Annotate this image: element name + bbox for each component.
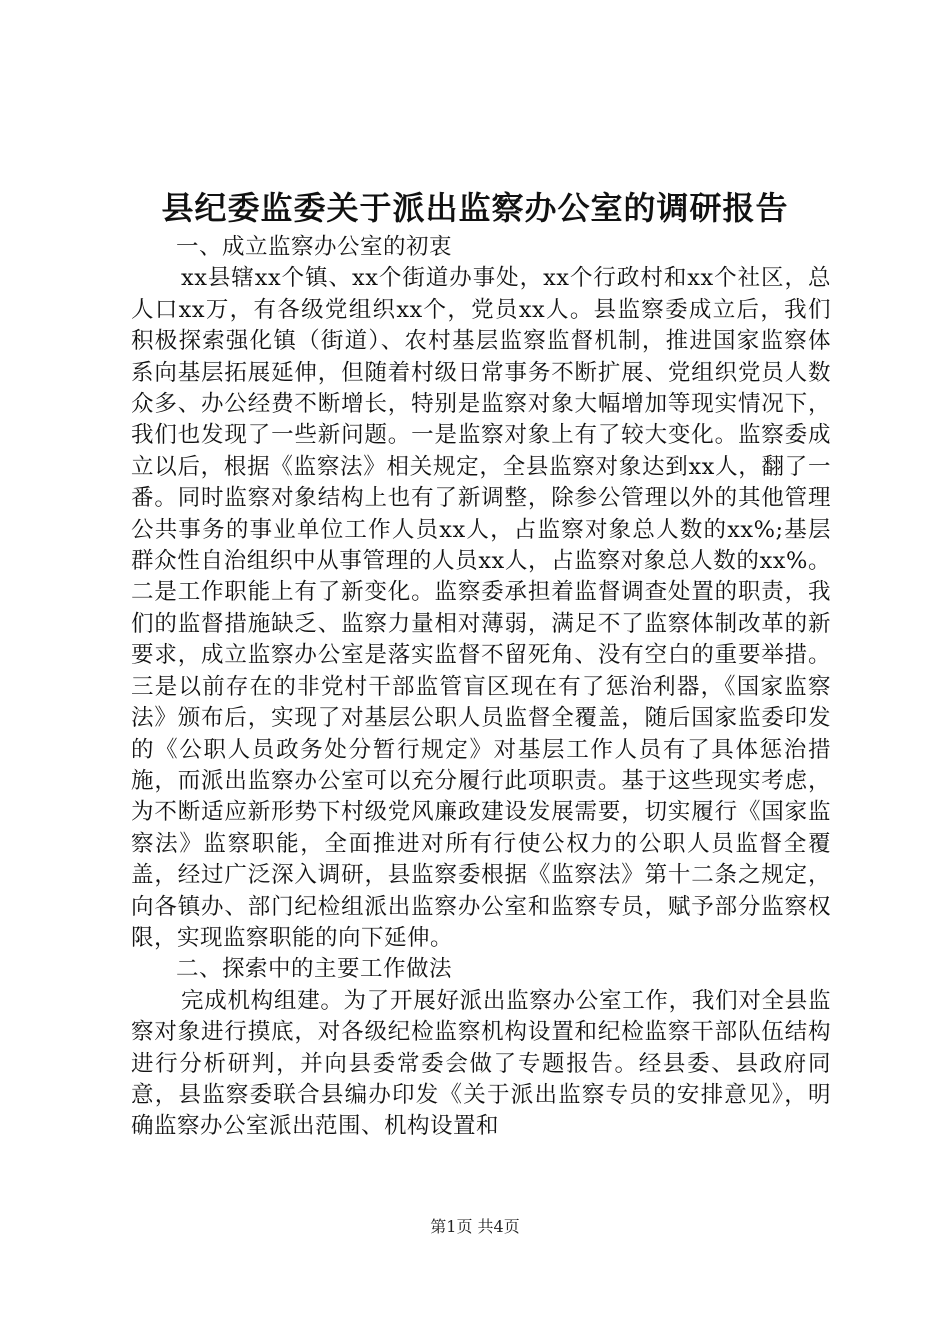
page-footer: 第1页 共4页: [430, 1217, 520, 1236]
section-paragraph-2: 完成机构组建。为了开展好派出监察办公室工作，我们对全县监察对象进行摸底，对各级纪检监察机构设置和纪检监察干部队伍结构进行分析研判，并向县委常委会做了专题报告。经县委、县政府同意，县监察委联合县编办印发《关于派出监察专员的安排意见》，明确监察办公室派出范围、机构设置和: [131, 987, 831, 1140]
section-paragraph-1: xx县辖xx个镇、xx个街道办事处，xx个行政村和xx个社区，总人口xx万，有各级党组织xx个，党员xx人。县监察委成立后，我们积极探索强化镇（街道）、农村基层监察监督机制，推进国家监察体系向基层拓展延伸，但随着村级日常事务不断扩展、党组织党员人数众多、办公经费不断增长，特别是监察对象大幅增加等现实情况下，我们也发现了一些新问题。一是监察对象上有了较大变化。监察委成立以后，根据《监察法》相关规定，全县监察对象达到xx人，翻了一番。同时监察对象结构上也有了新调整，除参公管理以外的其他管理公共事务的事业单位工作人员xx人，占监察对象总人数的xx%;基层群众性自治组织中从事管理的人员xx人，占监察对象总人数的xx%。二是工作职能上有了新变化。监察委承担着监督调查处置的职责，我们的监督措施缺乏、监察力量相对薄弱，满足不了监察体制改革的新要求，成立监察办公室是落实监督不留死角、没有空白的重要举措。三是以前存在的非党村干部监管盲区现在有了惩治利器，《国家监察法》颁布后，实现了对基层公职人员监督全覆盖，随后国家监委印发的《公职人员政务处分暂行规定》对基层工作人员有了具体惩治措施，而派出监察办公室可以充分履行此项职责。基于这些现实考虑，为不断适应新形势下村级党风廉政建设发展需要，切实履行《国家监察法》监察职能，全面推进对所有行使公权力的公职人员监督全覆盖，经过广泛深入调研，县监察委根据《监察法》第十二条之规定，向各镇办、部门纪检组派出监察办公室和监察专员，赋予部分监察权限，实现监察职能的向下延伸。: [131, 265, 831, 951]
section-heading-2: 二、探索中的主要工作做法: [176, 956, 453, 983]
document-body: [131, 232, 831, 1143]
section-heading-1: 一、成立监察办公室的初衷: [176, 234, 453, 260]
document-title: 县纪委监委关于派出监察办公室的调研报告: [161, 189, 789, 227]
